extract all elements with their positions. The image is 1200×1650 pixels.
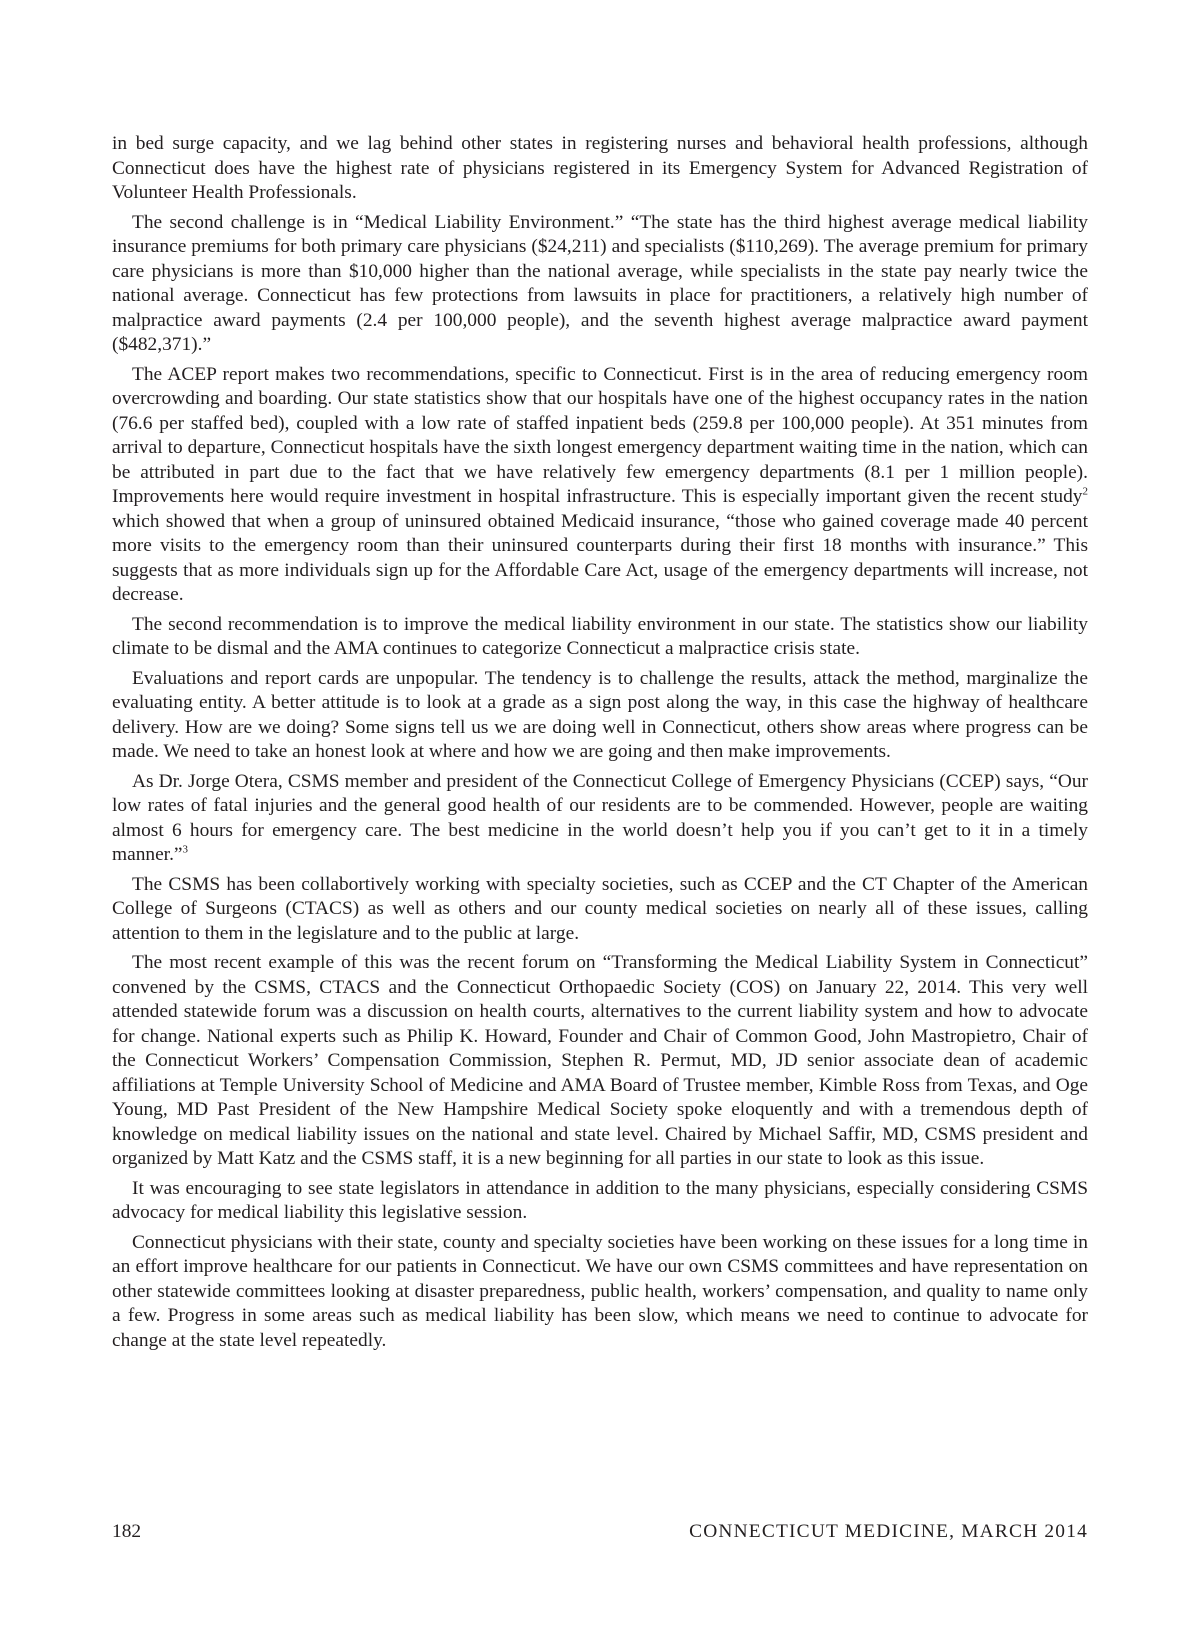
paragraph-otera-quote: [112, 770, 1088, 868]
paragraph-acep-recommendations: [112, 363, 1088, 608]
paragraph-evaluations-report-cards: Evaluations and report cards are unpopular. The tendency is to challenge the results, attack the method, marginalize the evaluating entity. A better attitude is to look at a grade as a sign post along the way, in this case the highway of healthcare delivery. How are we doing? Some signs tell us we are doing well in Connecticut, others show areas where progress can be made. We need to take an honest look at where and how we are going and then make improvements.: [112, 667, 1088, 762]
paragraph-otera-text: As Dr. Jorge Otera, CSMS member and president of the Connecticut College of Emergency Physicians (CCEP) says, “Our low rates of fatal injuries and the general good health of our residents are to be commended. However, people are waiting almost 6 hours for emergency care. The best medicine in the world doesn’t help you if you can’t get to it in a timely manner.”: [112, 770, 1088, 865]
page-number: 182: [112, 1521, 142, 1542]
paragraph-second-recommendation: The second recommendation is to improve the medical liability environment in our state. The statistics show our liability climate to be dismal and the AMA continues to categorize Connecticut a malpractice crisis state.: [112, 613, 1088, 659]
page-footer: [112, 1521, 1088, 1551]
paragraph-acep-text: The ACEP report makes two recommendations, specific to Connecticut. First is in the area of reducing emergency room overcrowding and boarding. Our state statistics show that our hospitals have one of the highest occupancy rates in the nation (76.6 per staffed bed), coupled with a low rate of staffed inpatient beds (259.8 per 100,000 people). At 351 minutes from arrival to departure, Connecticut hospitals have the sixth longest emergency department waiting time in the nation, which can be attributed in part due to the fact that we have relatively few emergency departments (8.1 per 1 million people). Improvements here would require investment in hospital infrastructure. This is especially important given the recent study: [112, 363, 1088, 507]
paragraph-medical-liability-environment: The second challenge is in “Medical Liability Environment.” “The state has the third highest average medical liability insurance premiums for both primary care physicians ($24,211) and specialists ($110,269). The average premium for primary care physicians is more than $10,000 higher than the national average, while specialists in the state pay nearly twice the national average. Connecticut has few protections from lawsuits in place for practitioners, a relatively high number of malpractice award payments (2.4 per 100,000 people), and the seventh highest average malpractice award payment ($482,371).”: [112, 211, 1088, 355]
paragraph-state-legislators: It was encouraging to see state legislators in attendance in addition to the many physicians, especially considering CSMS advocacy for medical liability this legislative session.: [112, 1177, 1088, 1223]
footnote-ref-3: 3: [182, 843, 189, 856]
paragraph-acep-text-continued: which showed that when a group of uninsured obtained Medicaid insurance, “those who gained coverage made 40 percent more visits to the emergency room than their uninsured counterparts during their first 18 months with insurance.” This suggests that as more individuals sign up for the Affordable Care Act, usage of the emergency departments will increase, not decrease.: [112, 510, 1088, 605]
paragraph-physician-committees: Connecticut physicians with their state, county and specialty societies have been working on these issues for a long time in an effort improve healthcare for our patients in Connecticut. We have our own CSMS committees and have representation on other statewide committees looking at disaster preparedness, public health, workers’ compensation, and quality to name only a few. Progress in some areas such as medical liability has been slow, which means we need to continue to advocate for change at the state level repeatedly.: [112, 1231, 1088, 1351]
article-body: [112, 132, 1088, 1358]
paragraph-csms-collaboration: The CSMS has been collabortively working with specialty societies, such as CCEP and the CT Chapter of the American College of Surgeons (CTACS) as well as others and our county medical societies on nearly all of these issues, calling attention to them in the legislature and to the public at large.: [112, 873, 1088, 944]
footnote-ref-2: 2: [1082, 485, 1088, 498]
running-title: CONNECTICUT MEDICINE, MARCH 2014: [689, 1521, 1088, 1542]
paragraph-bed-surge-capacity: in bed surge capacity, and we lag behind other states in registering nurses and behavioral health professions, although Connecticut does have the highest rate of physicians registered in its Emergency System for Advanced Registration of Volunteer Health Professionals.: [112, 133, 1088, 203]
paragraph-liability-forum: The most recent example of this was the recent forum on “Transforming the Medical Liability System in Connecticut” convened by the CSMS, CTACS and the Connecticut Orthopaedic Society (COS) on January 22, 2014. This very well attended statewide forum was a discussion on health courts, alternatives to the current liability system and how to advocate for change. National experts such as Philip K. Howard, Founder and Chair of Common Good, John Mastropietro, Chair of the Connecticut Workers’ Compensation Commission, Stephen R. Permut, MD, JD senior associate dean of academic affiliations at Temple University School of Medicine and AMA Board of Trustee member, Kimble Ross from Texas, and Oge Young, MD Past President of the New Hampshire Medical Society spoke eloquently and with a tremendous depth of knowledge on medical liability issues on the national and state level. Chaired by Michael Saffir, MD, CSMS president and organized by Matt Katz and the CSMS staff, it is a new beginning for all parties in our state to look as this issue.: [112, 952, 1088, 1169]
